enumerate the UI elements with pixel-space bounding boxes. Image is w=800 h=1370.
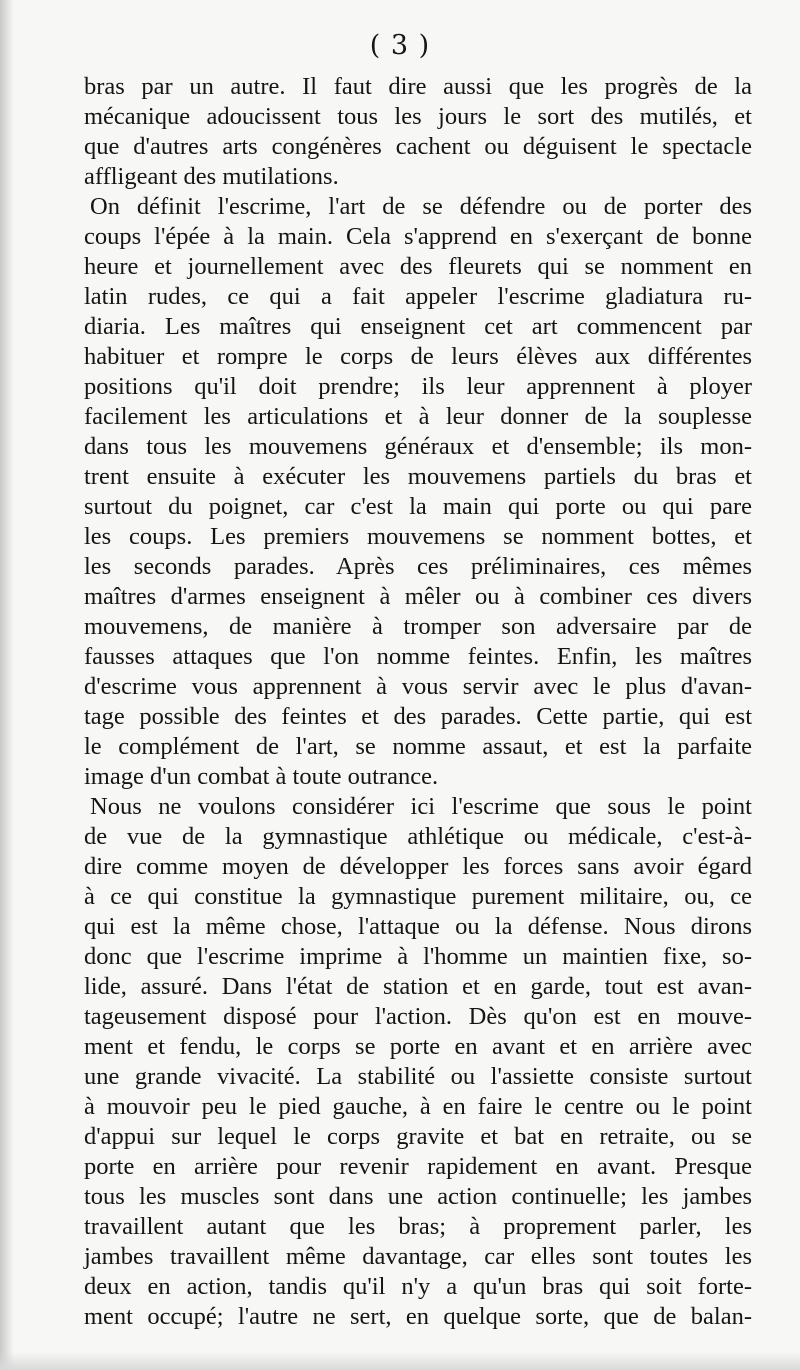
text-line: à ce qui constitue la gymnastique purement militaire, ou, ce bbox=[84, 883, 752, 910]
text-line: lide, assuré. Dans l'état de station et en garde, tout est avan- bbox=[84, 973, 752, 1000]
text-line: affligeant des mutilations. bbox=[84, 163, 339, 190]
text-line: ment et fendu, le corps se porte en avant et en arrière avec bbox=[84, 1033, 752, 1060]
body-text bbox=[84, 72, 752, 1332]
text-line: qui est la même chose, l'attaque ou la défense. Nous dirons bbox=[84, 913, 752, 940]
text-line: donc que l'escrime imprime à l'homme un maintien fixe, so- bbox=[84, 943, 752, 970]
text-line: de vue de la gymnastique athlétique ou médicale, c'est-à- bbox=[84, 823, 752, 850]
text-line: latin rudes, ce qui a fait appeler l'escrime gladiatura ru- bbox=[84, 283, 752, 310]
text-line: travaillent autant que les bras; à proprement parler, les bbox=[84, 1213, 752, 1240]
text-line: tage possible des feintes et des parades. Cette partie, qui est bbox=[84, 703, 752, 730]
text-line: trent ensuite à exécuter les mouvemens partiels du bras et bbox=[84, 463, 752, 490]
text-line: que d'autres arts congénères cachent ou déguisent le spectacle bbox=[84, 133, 752, 160]
text-line: facilement les articulations et à leur donner de la souplesse bbox=[84, 403, 752, 430]
text-line: dire comme moyen de développer les forces sans avoir égard bbox=[84, 853, 752, 880]
text-line: d'appui sur lequel le corps gravite et bat en retraite, ou se bbox=[84, 1123, 752, 1150]
text-line: image d'un combat à toute outrance. bbox=[84, 763, 439, 790]
text-line: coups l'épée à la main. Cela s'apprend en s'exerçant de bonne bbox=[84, 223, 752, 250]
text-line: les seconds parades. Après ces préliminaires, ces mêmes bbox=[84, 553, 752, 580]
text-line: ment occupé; l'autre ne sert, en quelque sorte, que de balan- bbox=[84, 1303, 752, 1330]
text-line: d'escrime vous apprennent à vous servir avec le plus d'avan- bbox=[84, 673, 752, 700]
page-bottom-shadow bbox=[0, 1352, 800, 1370]
text-line: habituer et rompre le corps de leurs élèves aux différentes bbox=[84, 343, 752, 370]
text-line: surtout du poignet, car c'est la main qui porte ou qui pare bbox=[84, 493, 752, 520]
text-line: mouvemens, de manière à tromper son adversaire par de bbox=[84, 613, 752, 640]
page-number: ( 3 ) bbox=[369, 30, 431, 61]
text-line: porte en arrière pour revenir rapidement en avant. Presque bbox=[84, 1153, 752, 1180]
text-line: tageusement disposé pour l'action. Dès qu'on est en mouve- bbox=[84, 1003, 752, 1030]
text-line: maîtres d'armes enseignent à mêler ou à combiner ces divers bbox=[84, 583, 752, 610]
text-line: diaria. Les maîtres qui enseignent cet art commencent par bbox=[84, 313, 752, 340]
page-edge-shadow bbox=[0, 0, 14, 1370]
text-line: une grande vivacité. La stabilité ou l'assiette consiste surtout bbox=[84, 1063, 752, 1090]
text-line: Nous ne voulons considérer ici l'escrime que sous le point bbox=[90, 793, 752, 820]
text-line: dans tous les mouvemens généraux et d'ensemble; ils mon- bbox=[84, 433, 752, 460]
text-line: deux en action, tandis qu'il n'y a qu'un bras qui soit forte- bbox=[84, 1273, 752, 1300]
text-line: les coups. Les premiers mouvemens se nomment bottes, et bbox=[84, 523, 752, 550]
text-line: le complément de l'art, se nomme assaut, et est la parfaite bbox=[84, 733, 752, 760]
text-line: fausses attaques que l'on nomme feintes. Enfin, les maîtres bbox=[84, 643, 752, 670]
text-line: tous les muscles sont dans une action continuelle; les jambes bbox=[84, 1183, 752, 1210]
text-line: jambes travaillent même davantage, car elles sont toutes les bbox=[84, 1243, 752, 1270]
text-line: à mouvoir peu le pied gauche, à en faire le centre ou le point bbox=[84, 1093, 752, 1120]
text-line: mécanique adoucissent tous les jours le sort des mutilés, et bbox=[84, 103, 752, 130]
text-line: heure et journellement avec des fleurets qui se nomment en bbox=[84, 253, 752, 280]
text-line: positions qu'il doit prendre; ils leur apprennent à ployer bbox=[84, 373, 752, 400]
text-line: On définit l'escrime, l'art de se défendre ou de porter des bbox=[90, 193, 752, 220]
text-line: bras par un autre. Il faut dire aussi que les progrès de la bbox=[84, 73, 752, 100]
